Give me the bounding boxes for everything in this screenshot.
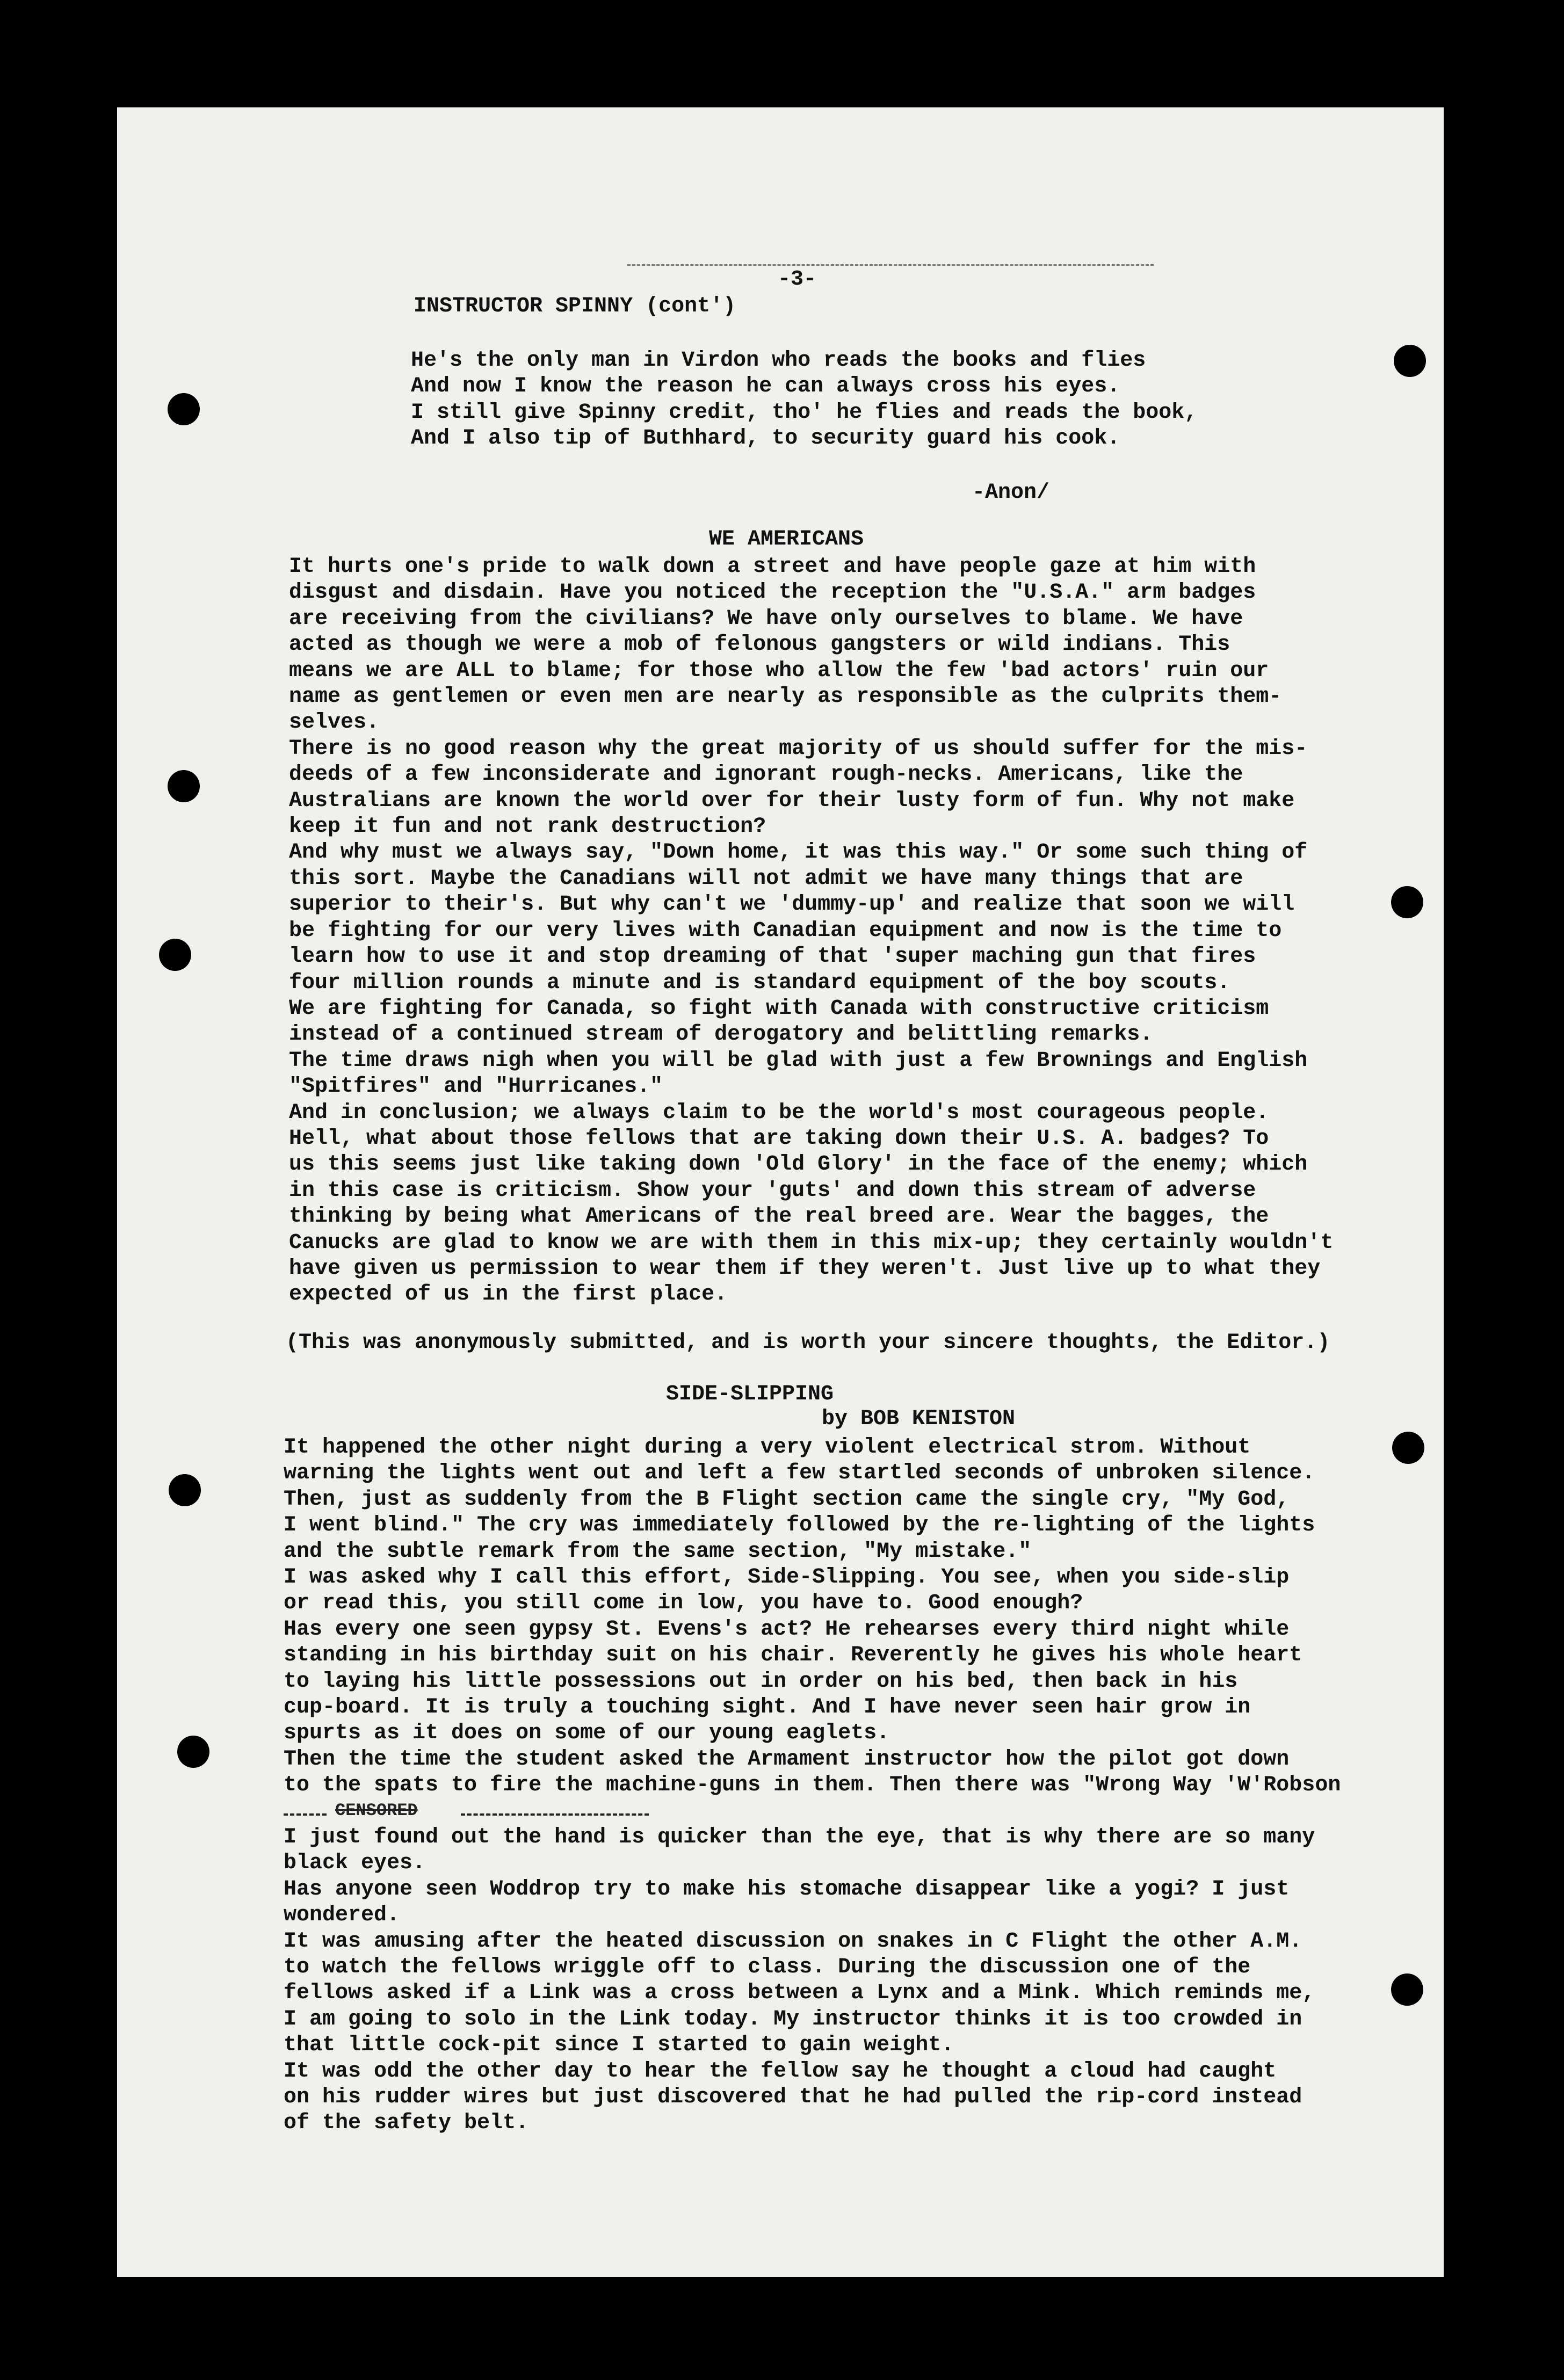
article2-line: I just found out the hand is quicker than the eye, that is why there are so many bbox=[284, 1825, 1315, 1849]
article2-line: that little cock-pit since I started to gain weight. bbox=[284, 2033, 954, 2058]
article2-line: or read this, you still come in low, you have to. Good enough? bbox=[284, 1591, 1083, 1616]
poem-line: And now I know the reason he can always cross his eyes. bbox=[411, 374, 1120, 399]
punch-hole-right-1 bbox=[1394, 345, 1426, 377]
article1-line: "Spitfires" and "Hurricanes." bbox=[289, 1075, 663, 1099]
article2-line: warning the lights went out and left a few startled seconds of unbroken silence. bbox=[284, 1461, 1315, 1486]
punch-hole-right-3 bbox=[1392, 1432, 1424, 1464]
page-number: -3- bbox=[778, 267, 817, 292]
censored-marker bbox=[284, 1801, 649, 1820]
article1-line: us this seems just like taking down 'Old Glory' in the face of the enemy; which bbox=[289, 1152, 1308, 1177]
punch-hole-left-5 bbox=[177, 1736, 209, 1768]
censored-word: CENSORED bbox=[335, 1801, 418, 1820]
article1-line: this sort. Maybe the Canadians will not admit we have many things that are bbox=[289, 866, 1243, 891]
poem-line: And I also tip of Buthhard, to security guard his cook. bbox=[411, 426, 1120, 451]
article1-line: Canucks are glad to know we are with them in this mix-up; they certainly wouldn't bbox=[289, 1230, 1334, 1255]
poem-line: I still give Spinny credit, tho' he flies and reads the book, bbox=[411, 400, 1198, 425]
article1-line: And in conclusion; we always claim to be the world's most courageous people. bbox=[289, 1100, 1269, 1125]
article1-line: The time draws nigh when you will be glad with just a few Brownings and English bbox=[289, 1048, 1308, 1073]
article1-line: superior to their's. But why can't we 'dummy-up' and realize that soon we will bbox=[289, 892, 1295, 917]
article2-line: to the spats to fire the machine-guns in them. Then there was "Wrong Way 'W'Robson bbox=[284, 1773, 1341, 1798]
article2-body-a bbox=[284, 1435, 1341, 1799]
punch-hole-right-4 bbox=[1391, 1973, 1423, 2006]
censor-dash-left bbox=[284, 1813, 327, 1816]
article2-byline: by BOB KENISTON bbox=[822, 1407, 1016, 1431]
article1-line: expected of us in the first place. bbox=[289, 1282, 728, 1307]
article2-title: SIDE-SLIPPING bbox=[666, 1382, 834, 1406]
article1-title: WE AMERICANS bbox=[709, 527, 864, 552]
top-dash-rule bbox=[627, 264, 1154, 266]
article1-line: keep it fun and not rank destruction? bbox=[289, 815, 766, 839]
article1-line: deeds of a few inconsiderate and ignorant rough-necks. Americans, like the bbox=[289, 763, 1243, 787]
poem-title: INSTRUCTOR SPINNY (cont') bbox=[414, 294, 736, 318]
article1-body bbox=[289, 554, 1333, 1308]
article1-line: have given us permission to wear them if they weren't. Just live up to what they bbox=[289, 1256, 1321, 1281]
article1-line: instead of a continued stream of derogatory and belittling remarks. bbox=[289, 1022, 1153, 1047]
article2-line: It was amusing after the heated discussion on snakes in C Flight the other A.M. bbox=[284, 1929, 1302, 1954]
article1-line: It hurts one's pride to walk down a street and have people gaze at him with bbox=[289, 555, 1256, 579]
poem-body bbox=[411, 348, 1197, 452]
article2-line: I was asked why I call this effort, Side-Slipping. You see, when you side-slip bbox=[284, 1565, 1290, 1590]
punch-hole-left-1 bbox=[168, 393, 200, 425]
punch-hole-left-2 bbox=[168, 770, 200, 802]
article2-line: It was odd the other day to hear the fellow say he thought a cloud had caught bbox=[284, 2059, 1277, 2084]
article1-line: Australians are known the world over for their lusty form of fun. Why not make bbox=[289, 788, 1295, 813]
article2-line: of the safety belt. bbox=[284, 2111, 529, 2136]
article1-line: four million rounds a minute and is standard equipment of the boy scouts. bbox=[289, 970, 1230, 995]
article2-line: wondered. bbox=[284, 1903, 400, 1928]
article1-line: thinking by being what Americans of the real breed are. Wear the bagges, the bbox=[289, 1204, 1269, 1229]
punch-hole-left-3 bbox=[159, 939, 191, 971]
article2-line: to laying his little possessions out in order on his bed, then back in his bbox=[284, 1669, 1238, 1694]
article2-line: spurts as it does on some of our young eaglets. bbox=[284, 1721, 890, 1746]
article2-line: standing in his birthday suit on his chair. Reverently he gives his whole heart bbox=[284, 1643, 1302, 1668]
article1-line: learn how to use it and stop dreaming of that 'super maching gun that fires bbox=[289, 945, 1256, 969]
article1-line: selves. bbox=[289, 710, 380, 735]
article2-line: on his rudder wires but just discovered that he had pulled the rip-cord instead bbox=[284, 2085, 1302, 2110]
article2-line: black eyes. bbox=[284, 1851, 426, 1876]
article2-line: Has anyone seen Woddrop try to make his stomache disappear like a yogi? I just bbox=[284, 1877, 1290, 1902]
article1-line: acted as though we were a mob of felonous gangsters or wild indians. This bbox=[289, 633, 1230, 657]
article1-line: in this case is criticism. Show your 'guts' and down this stream of adverse bbox=[289, 1178, 1256, 1203]
article2-line: cup-board. It is truly a touching sight. And I have never seen hair grow in bbox=[284, 1695, 1251, 1720]
article1-line: means we are ALL to blame; for those who allow the few 'bad actors' ruin our bbox=[289, 658, 1269, 683]
punch-hole-right-2 bbox=[1391, 886, 1423, 918]
article1-line: And why must we always say, "Down home, it was this way." Or some such thing of bbox=[289, 840, 1308, 865]
poem-signature: -Anon/ bbox=[972, 481, 1050, 505]
article2-line: Then the time the student asked the Armament instructor how the pilot got down bbox=[284, 1747, 1290, 1772]
article2-line: fellows asked if a Link was a cross between a Lynx and a Mink. Which reminds me, bbox=[284, 1981, 1315, 2006]
article1-line: name as gentlemen or even men are nearly as responsible as the culprits them- bbox=[289, 685, 1282, 709]
article2-line: I went blind." The cry was immediately followed by the re-lighting of the lights bbox=[284, 1513, 1315, 1538]
punch-hole-left-4 bbox=[169, 1474, 201, 1506]
article2-line: It happened the other night during a very violent electrical strom. Without bbox=[284, 1435, 1251, 1460]
article2-line: I am going to solo in the Link today. My instructor thinks it is too crowded in bbox=[284, 2007, 1302, 2031]
censor-dash-right bbox=[461, 1813, 649, 1816]
article1-line: be fighting for our very lives with Canadian equipment and now is the time to bbox=[289, 918, 1282, 943]
article1-line: We are fighting for Canada, so fight with Canada with constructive criticism bbox=[289, 996, 1269, 1021]
article2-line: and the subtle remark from the same section, "My mistake." bbox=[284, 1539, 1032, 1564]
article2-line: Has every one seen gypsy St. Evens's act? He rehearses every third night while bbox=[284, 1617, 1290, 1642]
article1-line: disgust and disdain. Have you noticed the reception the "U.S.A." arm badges bbox=[289, 581, 1256, 605]
article1-line: are receiving from the civilians? We have only ourselves to blame. We have bbox=[289, 606, 1243, 631]
poem-line: He's the only man in Virdon who reads the books and flies bbox=[411, 349, 1146, 373]
article2-line: Then, just as suddenly from the B Flight section came the single cry, "My God, bbox=[284, 1487, 1290, 1512]
article1-line: Hell, what about those fellows that are taking down their U.S. A. badges? To bbox=[289, 1126, 1269, 1151]
article2-line: to watch the fellows wriggle off to class. During the discussion one of the bbox=[284, 1955, 1251, 1980]
article1-line: There is no good reason why the great majority of us should suffer for the mis- bbox=[289, 736, 1308, 761]
editor-note: (This was anonymously submitted, and is worth your sincere thoughts, the Editor.) bbox=[286, 1331, 1330, 1355]
article2-body-b bbox=[284, 1825, 1315, 2137]
